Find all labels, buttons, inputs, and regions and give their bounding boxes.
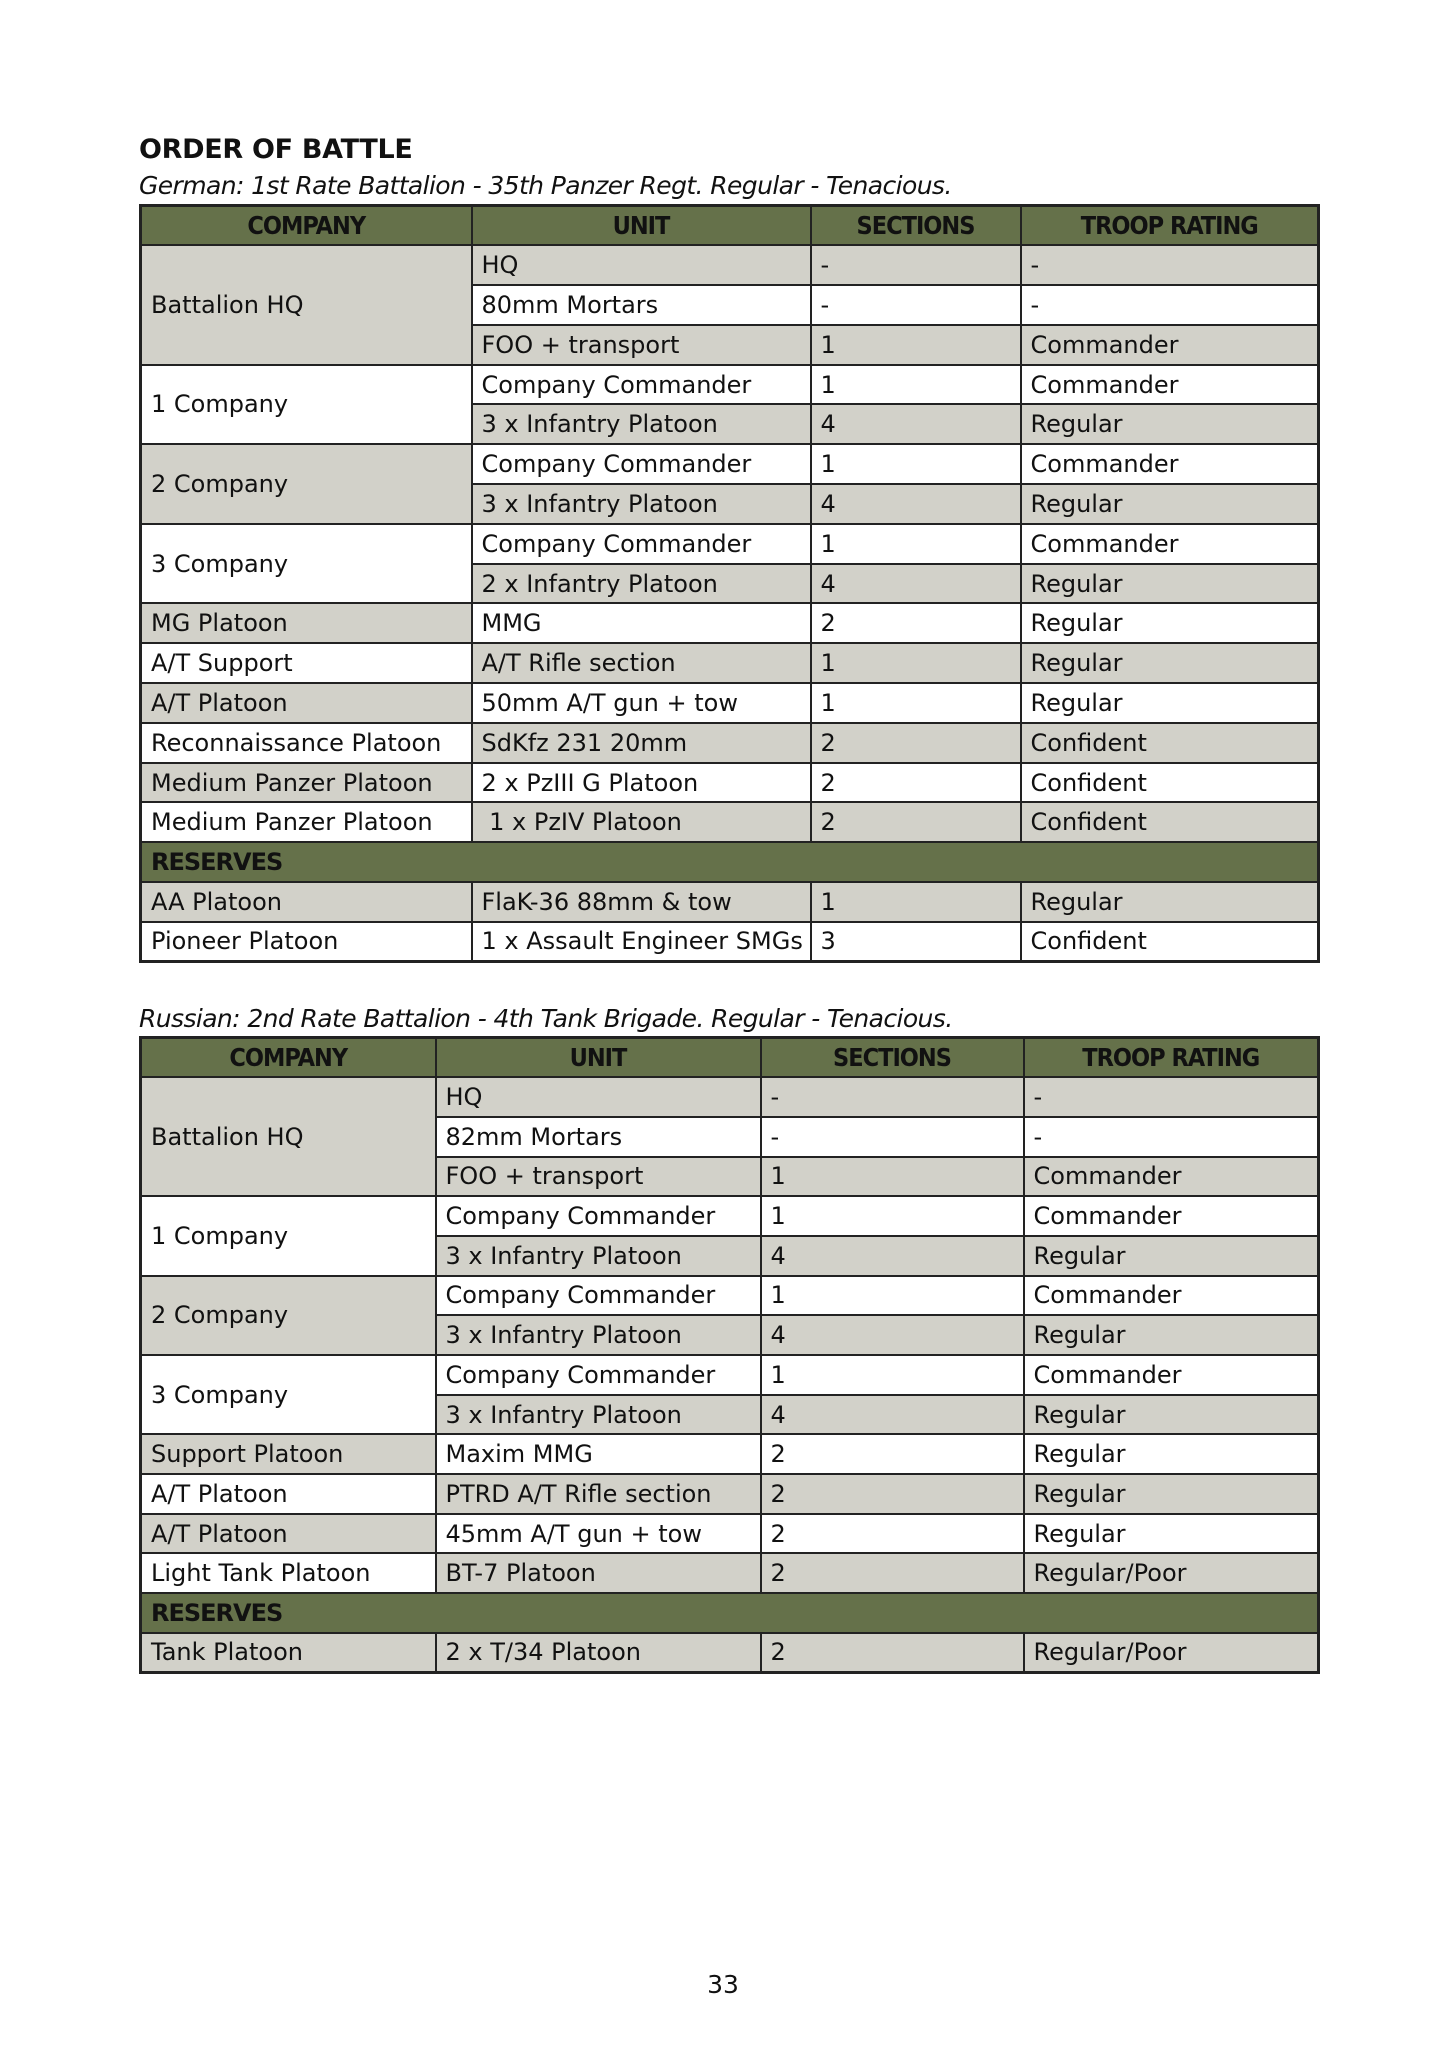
unit-cell: HQ — [436, 1077, 761, 1117]
table-row — [141, 723, 1319, 763]
unit-cell: 50mm A/T gun + tow — [472, 683, 811, 723]
sections-header: SECTIONS — [761, 1038, 1024, 1078]
company-header: COMPANY — [141, 1038, 436, 1078]
unit-cell: 82mm Mortars — [436, 1117, 761, 1157]
german-table-caption: German: 1st Rate Battalion - 35th Panzer Regt. Regular - Tenacious. — [139, 171, 952, 200]
troop-rating-cell: Commander — [1021, 365, 1319, 405]
german-order-of-battle-table — [139, 204, 1320, 963]
troop-rating-cell: - — [1024, 1077, 1319, 1117]
header-row — [141, 206, 1319, 246]
troop-rating-cell: Regular — [1024, 1315, 1319, 1355]
table-row — [141, 643, 1319, 683]
troop-rating-header: TROOP RATING — [1021, 206, 1319, 246]
company-cell: A/T Platoon — [141, 683, 472, 723]
sections-cell: 1 — [761, 1196, 1024, 1236]
unit-cell: 3 x Infantry Platoon — [436, 1236, 761, 1276]
company-cell: A/T Platoon — [141, 1474, 436, 1514]
sections-cell: 2 — [811, 723, 1021, 763]
sections-cell: - — [761, 1117, 1024, 1157]
troop-rating-cell: Commander — [1024, 1196, 1319, 1236]
sections-cell: 4 — [811, 404, 1021, 444]
unit-cell: Company Commander — [472, 365, 811, 405]
unit-cell: Maxim MMG — [436, 1434, 761, 1474]
sections-cell: 1 — [811, 365, 1021, 405]
unit-cell: 2 x T/34 Platoon — [436, 1633, 761, 1673]
sections-cell: - — [761, 1077, 1024, 1117]
troop-rating-cell: - — [1021, 285, 1319, 325]
company-cell: Support Platoon — [141, 1434, 436, 1474]
troop-rating-cell: Commander — [1021, 524, 1319, 564]
troop-rating-cell: Regular — [1021, 484, 1319, 524]
table-row — [141, 245, 1319, 285]
reserves-row — [141, 842, 1319, 882]
troop-rating-cell: Regular — [1024, 1474, 1319, 1514]
company-cell: AA Platoon — [141, 882, 472, 922]
unit-cell: 3 x Infantry Platoon — [436, 1315, 761, 1355]
header-row — [141, 1038, 1319, 1078]
troop-rating-cell: Regular/Poor — [1024, 1553, 1319, 1593]
sections-cell: 1 — [761, 1276, 1024, 1316]
company-cell: Light Tank Platoon — [141, 1553, 436, 1593]
table-row — [141, 365, 1319, 405]
company-cell: Pioneer Platoon — [141, 922, 472, 962]
company-cell: Battalion HQ — [141, 245, 472, 364]
unit-header: UNIT — [472, 206, 811, 246]
troop-rating-cell: - — [1024, 1117, 1319, 1157]
table-row — [141, 1514, 1319, 1554]
sections-cell: 1 — [811, 882, 1021, 922]
troop-rating-cell: Regular — [1024, 1514, 1319, 1554]
sections-cell: 1 — [811, 444, 1021, 484]
company-cell: 3 Company — [141, 524, 472, 604]
table-row — [141, 1633, 1319, 1673]
troop-rating-cell: Commander — [1024, 1276, 1319, 1316]
unit-header: UNIT — [436, 1038, 761, 1078]
company-cell: 2 Company — [141, 444, 472, 524]
unit-cell: MMG — [472, 603, 811, 643]
company-cell: Battalion HQ — [141, 1077, 436, 1196]
sections-cell: 2 — [761, 1514, 1024, 1554]
troop-rating-cell: Commander — [1021, 444, 1319, 484]
table-row — [141, 1553, 1319, 1593]
table-row — [141, 1077, 1319, 1117]
unit-cell: 3 x Infantry Platoon — [472, 404, 811, 444]
sections-cell: 2 — [761, 1434, 1024, 1474]
russian-order-of-battle-table — [139, 1036, 1320, 1674]
company-cell: A/T Support — [141, 643, 472, 683]
reserves-label: RESERVES — [141, 1593, 1319, 1633]
troop-rating-cell: Confident — [1021, 802, 1319, 842]
unit-cell: Company Commander — [472, 524, 811, 564]
unit-cell: 3 x Infantry Platoon — [472, 484, 811, 524]
company-cell: A/T Platoon — [141, 1514, 436, 1554]
sections-cell: 2 — [811, 603, 1021, 643]
troop-rating-cell: Regular — [1021, 643, 1319, 683]
reserves-row — [141, 1593, 1319, 1633]
company-cell: Reconnaissance Platoon — [141, 723, 472, 763]
troop-rating-header: TROOP RATING — [1024, 1038, 1319, 1078]
table-row — [141, 1196, 1319, 1236]
troop-rating-cell: Regular — [1021, 683, 1319, 723]
troop-rating-cell: Confident — [1021, 723, 1319, 763]
troop-rating-cell: Commander — [1021, 325, 1319, 365]
unit-cell: 2 x Infantry Platoon — [472, 564, 811, 604]
company-cell: 2 Company — [141, 1276, 436, 1355]
unit-cell: 1 x Assault Engineer SMGs — [472, 922, 811, 962]
unit-cell: FOO + transport — [472, 325, 811, 365]
troop-rating-cell: Regular — [1024, 1395, 1319, 1435]
table-row — [141, 763, 1319, 803]
table-row — [141, 802, 1319, 842]
company-cell: Medium Panzer Platoon — [141, 763, 472, 803]
table-row — [141, 1474, 1319, 1514]
unit-cell: 3 x Infantry Platoon — [436, 1395, 761, 1435]
sections-cell: 2 — [761, 1633, 1024, 1673]
sections-cell: 1 — [811, 325, 1021, 365]
company-cell: 1 Company — [141, 1196, 436, 1275]
troop-rating-cell: Regular — [1021, 564, 1319, 604]
sections-cell: 2 — [761, 1553, 1024, 1593]
sections-cell: 1 — [811, 524, 1021, 564]
sections-cell: 2 — [811, 763, 1021, 803]
sections-cell: 1 — [811, 683, 1021, 723]
troop-rating-cell: - — [1021, 245, 1319, 285]
unit-cell: PTRD A/T Rifle section — [436, 1474, 761, 1514]
unit-cell: 1 x PzIV Platoon — [472, 802, 811, 842]
sections-cell: 1 — [811, 643, 1021, 683]
table-row — [141, 444, 1319, 484]
unit-cell: Company Commander — [436, 1355, 761, 1395]
table-row — [141, 882, 1319, 922]
unit-cell: 80mm Mortars — [472, 285, 811, 325]
unit-cell: 2 x PzIII G Platoon — [472, 763, 811, 803]
table-row — [141, 922, 1319, 962]
sections-cell: 1 — [761, 1355, 1024, 1395]
company-cell: MG Platoon — [141, 603, 472, 643]
unit-cell: FlaK-36 88mm & tow — [472, 882, 811, 922]
troop-rating-cell: Commander — [1024, 1355, 1319, 1395]
table-row — [141, 1355, 1319, 1395]
troop-rating-cell: Regular — [1024, 1434, 1319, 1474]
sections-cell: 4 — [761, 1315, 1024, 1355]
company-cell: Tank Platoon — [141, 1633, 436, 1673]
troop-rating-cell: Regular/Poor — [1024, 1633, 1319, 1673]
sections-cell: 4 — [811, 564, 1021, 604]
sections-cell: - — [811, 285, 1021, 325]
table-row — [141, 524, 1319, 564]
russian-table-caption: Russian: 2nd Rate Battalion - 4th Tank Brigade. Regular - Tenacious. — [139, 1004, 953, 1033]
sections-header: SECTIONS — [811, 206, 1021, 246]
sections-cell: - — [811, 245, 1021, 285]
sections-cell: 2 — [811, 802, 1021, 842]
table-row — [141, 683, 1319, 723]
company-cell: Medium Panzer Platoon — [141, 802, 472, 842]
table-row — [141, 603, 1319, 643]
unit-cell: Company Commander — [472, 444, 811, 484]
unit-cell: FOO + transport — [436, 1157, 761, 1197]
reserves-label: RESERVES — [141, 842, 1319, 882]
sections-cell: 2 — [761, 1474, 1024, 1514]
troop-rating-cell: Regular — [1021, 404, 1319, 444]
company-cell: 3 Company — [141, 1355, 436, 1434]
troop-rating-cell: Regular — [1021, 882, 1319, 922]
troop-rating-cell: Regular — [1021, 603, 1319, 643]
troop-rating-cell: Confident — [1021, 763, 1319, 803]
troop-rating-cell: Confident — [1021, 922, 1319, 962]
unit-cell: Company Commander — [436, 1196, 761, 1236]
troop-rating-cell: Commander — [1024, 1157, 1319, 1197]
company-header: COMPANY — [141, 206, 472, 246]
troop-rating-cell: Regular — [1024, 1236, 1319, 1276]
sections-cell: 4 — [811, 484, 1021, 524]
page-title: ORDER OF BATTLE — [139, 134, 413, 165]
unit-cell: 45mm A/T gun + tow — [436, 1514, 761, 1554]
sections-cell: 3 — [811, 922, 1021, 962]
company-cell: 1 Company — [141, 365, 472, 445]
sections-cell: 4 — [761, 1236, 1024, 1276]
unit-cell: A/T Rifle section — [472, 643, 811, 683]
page-number: 33 — [707, 1970, 739, 1999]
unit-cell: SdKfz 231 20mm — [472, 723, 811, 763]
unit-cell: BT-7 Platoon — [436, 1553, 761, 1593]
table-row — [141, 1276, 1319, 1316]
sections-cell: 4 — [761, 1395, 1024, 1435]
unit-cell: HQ — [472, 245, 811, 285]
table-row — [141, 1434, 1319, 1474]
unit-cell: Company Commander — [436, 1276, 761, 1316]
sections-cell: 1 — [761, 1157, 1024, 1197]
